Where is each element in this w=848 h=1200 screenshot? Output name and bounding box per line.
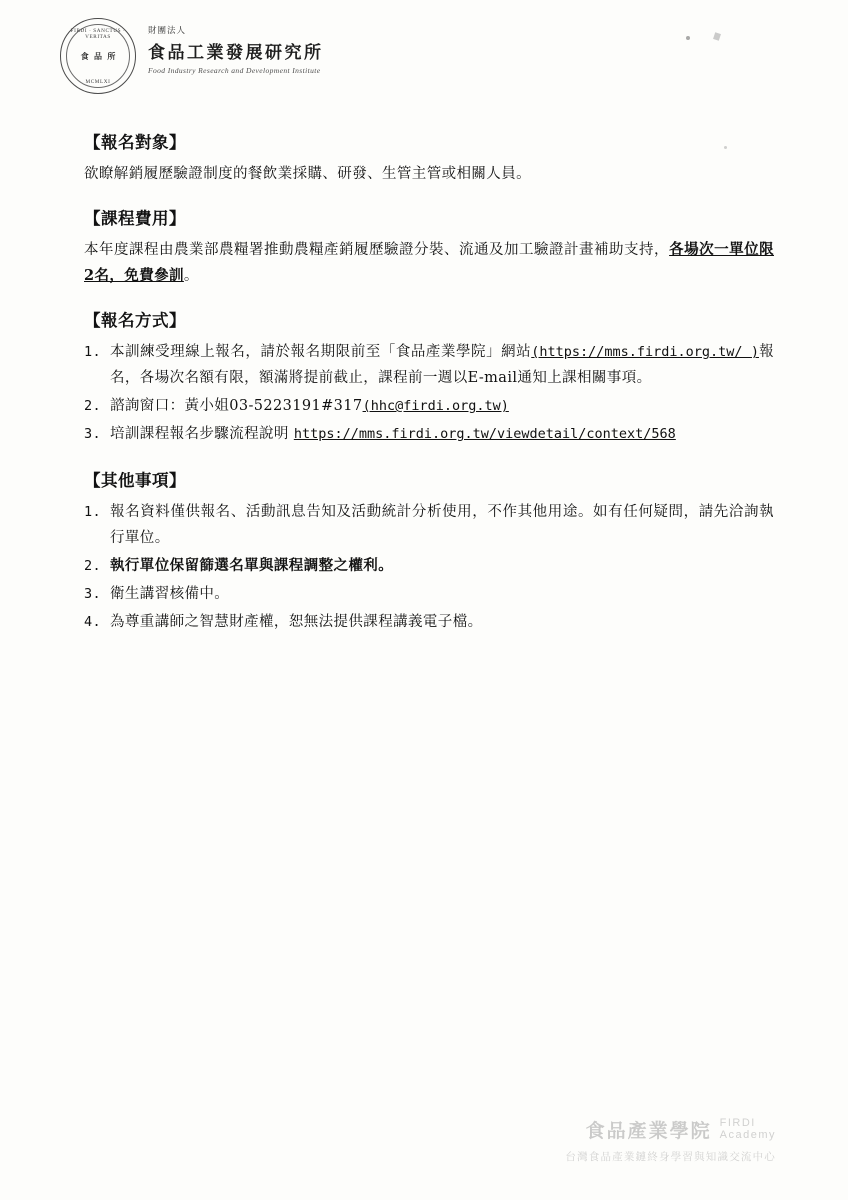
list-item-number: 3.: [84, 426, 102, 442]
org-type-label: 財團法人: [148, 26, 187, 36]
list-item-text: 為尊重講師之智慧財產權，恕無法提供課程講義電子檔。: [110, 614, 483, 630]
spacer: [84, 451, 774, 469]
reg-item-1-part2: 報名，各場次名額有限，額滿將提前截止，課程前一週以E-mail通知上課相關事項。: [110, 344, 775, 386]
org-name-english: Food Industry Research and Development Institute: [148, 66, 321, 75]
list-item: [84, 339, 774, 391]
letterhead-text: [148, 18, 324, 75]
fee-text-highlight: 各場次一單位限2名，免費參訓: [84, 241, 774, 284]
list-item-number: 2.: [84, 398, 102, 414]
footer-academy-name: 食品產業學院: [585, 1120, 712, 1142]
document-body: [84, 131, 774, 639]
seal-char-2: 品: [93, 52, 104, 60]
list-item: [84, 421, 774, 447]
seal-char-1: 食: [80, 52, 91, 60]
section-heading-other: 【其他事項】: [84, 471, 186, 490]
registration-site-link[interactable]: (https://mms.firdi.org.tw/ ): [531, 344, 759, 360]
list-item: [84, 499, 774, 551]
list-item-number: 4.: [84, 614, 102, 630]
other-notes-list: [84, 499, 774, 635]
reg-item-3-part1: 培訓課程報名步驟流程說明: [110, 426, 294, 442]
section-body-target: 欲瞭解銷履歷驗證制度的餐飲業採購、研發、生管主管或相關人員。: [84, 166, 531, 182]
footer-academy-name-english: [720, 1117, 776, 1143]
seal-top-text: FIRDI · SANCTUS · VERITAS: [70, 28, 126, 40]
footer-en-line1: FIRDI: [719, 1117, 756, 1129]
list-item: [84, 609, 774, 635]
seal-bottom-text: MCMLXI: [85, 79, 111, 85]
scan-artifact-mark: [713, 32, 721, 41]
footer-watermark: [0, 1116, 848, 1164]
list-item-text: 報名資料僅供報名、活動訊息告知及活動統計分析使用，不作其他用途。如有任何疑問，請先洽詢執行單位。: [110, 504, 774, 546]
section-heading-registration: 【報名方式】: [84, 311, 186, 330]
org-name: 食品工業發展研究所: [148, 43, 324, 63]
fee-text-prefix: 本年度課程由農業部農糧署推動農糧產銷履歷驗證分裝、流通及加工驗證計畫補助支持，: [84, 242, 670, 258]
list-item-number: 1.: [84, 504, 102, 520]
list-item: [84, 581, 774, 607]
reg-item-2-part1: 諮詢窗口：黃小姐03-5223191#317: [110, 398, 363, 414]
list-item-text: [110, 393, 774, 419]
footer-logo-row: [0, 1116, 776, 1143]
section-heading-fee: 【課程費用】: [84, 209, 186, 228]
section-course-fee: [84, 207, 774, 289]
section-other-notes: [84, 469, 774, 635]
list-item-text: [110, 421, 774, 447]
letterhead: [60, 18, 324, 94]
list-item-text: 衛生講習核備中。: [110, 586, 230, 602]
footer-en-line2: Academy: [719, 1129, 776, 1141]
section-registration-method: [84, 309, 774, 447]
spacer: [84, 299, 774, 309]
spacer: [84, 197, 774, 207]
list-item-number: 2.: [84, 558, 102, 574]
section-target-audience: [84, 131, 774, 187]
registration-guide-link[interactable]: https://mms.firdi.org.tw/viewdetail/context/568: [293, 426, 676, 442]
reg-item-1-part1: 本訓練受理線上報名，請於報名期限前至「食品產業學院」網站: [110, 344, 532, 360]
list-item: [84, 553, 774, 579]
seal-center-chars: [78, 41, 118, 71]
list-item-text: 執行單位保留篩選名單與課程調整之權利。: [110, 557, 394, 574]
section-body-fee: [84, 237, 774, 289]
list-item-number: 1.: [84, 344, 102, 360]
footer-tagline: 台灣食品產業鏈終身學習與知識交流中心: [565, 1151, 776, 1163]
section-heading-target: 【報名對象】: [84, 133, 186, 152]
list-item-text: [110, 339, 774, 391]
list-item-number: 3.: [84, 586, 102, 602]
institute-seal-icon: [60, 18, 136, 94]
registration-list: [84, 339, 774, 447]
list-item: [84, 393, 774, 419]
seal-char-3: 所: [106, 52, 117, 60]
fee-text-suffix: 。: [183, 268, 199, 284]
scan-artifact-dot: [686, 36, 690, 40]
contact-email-link[interactable]: (hhc@firdi.org.tw): [362, 398, 509, 414]
